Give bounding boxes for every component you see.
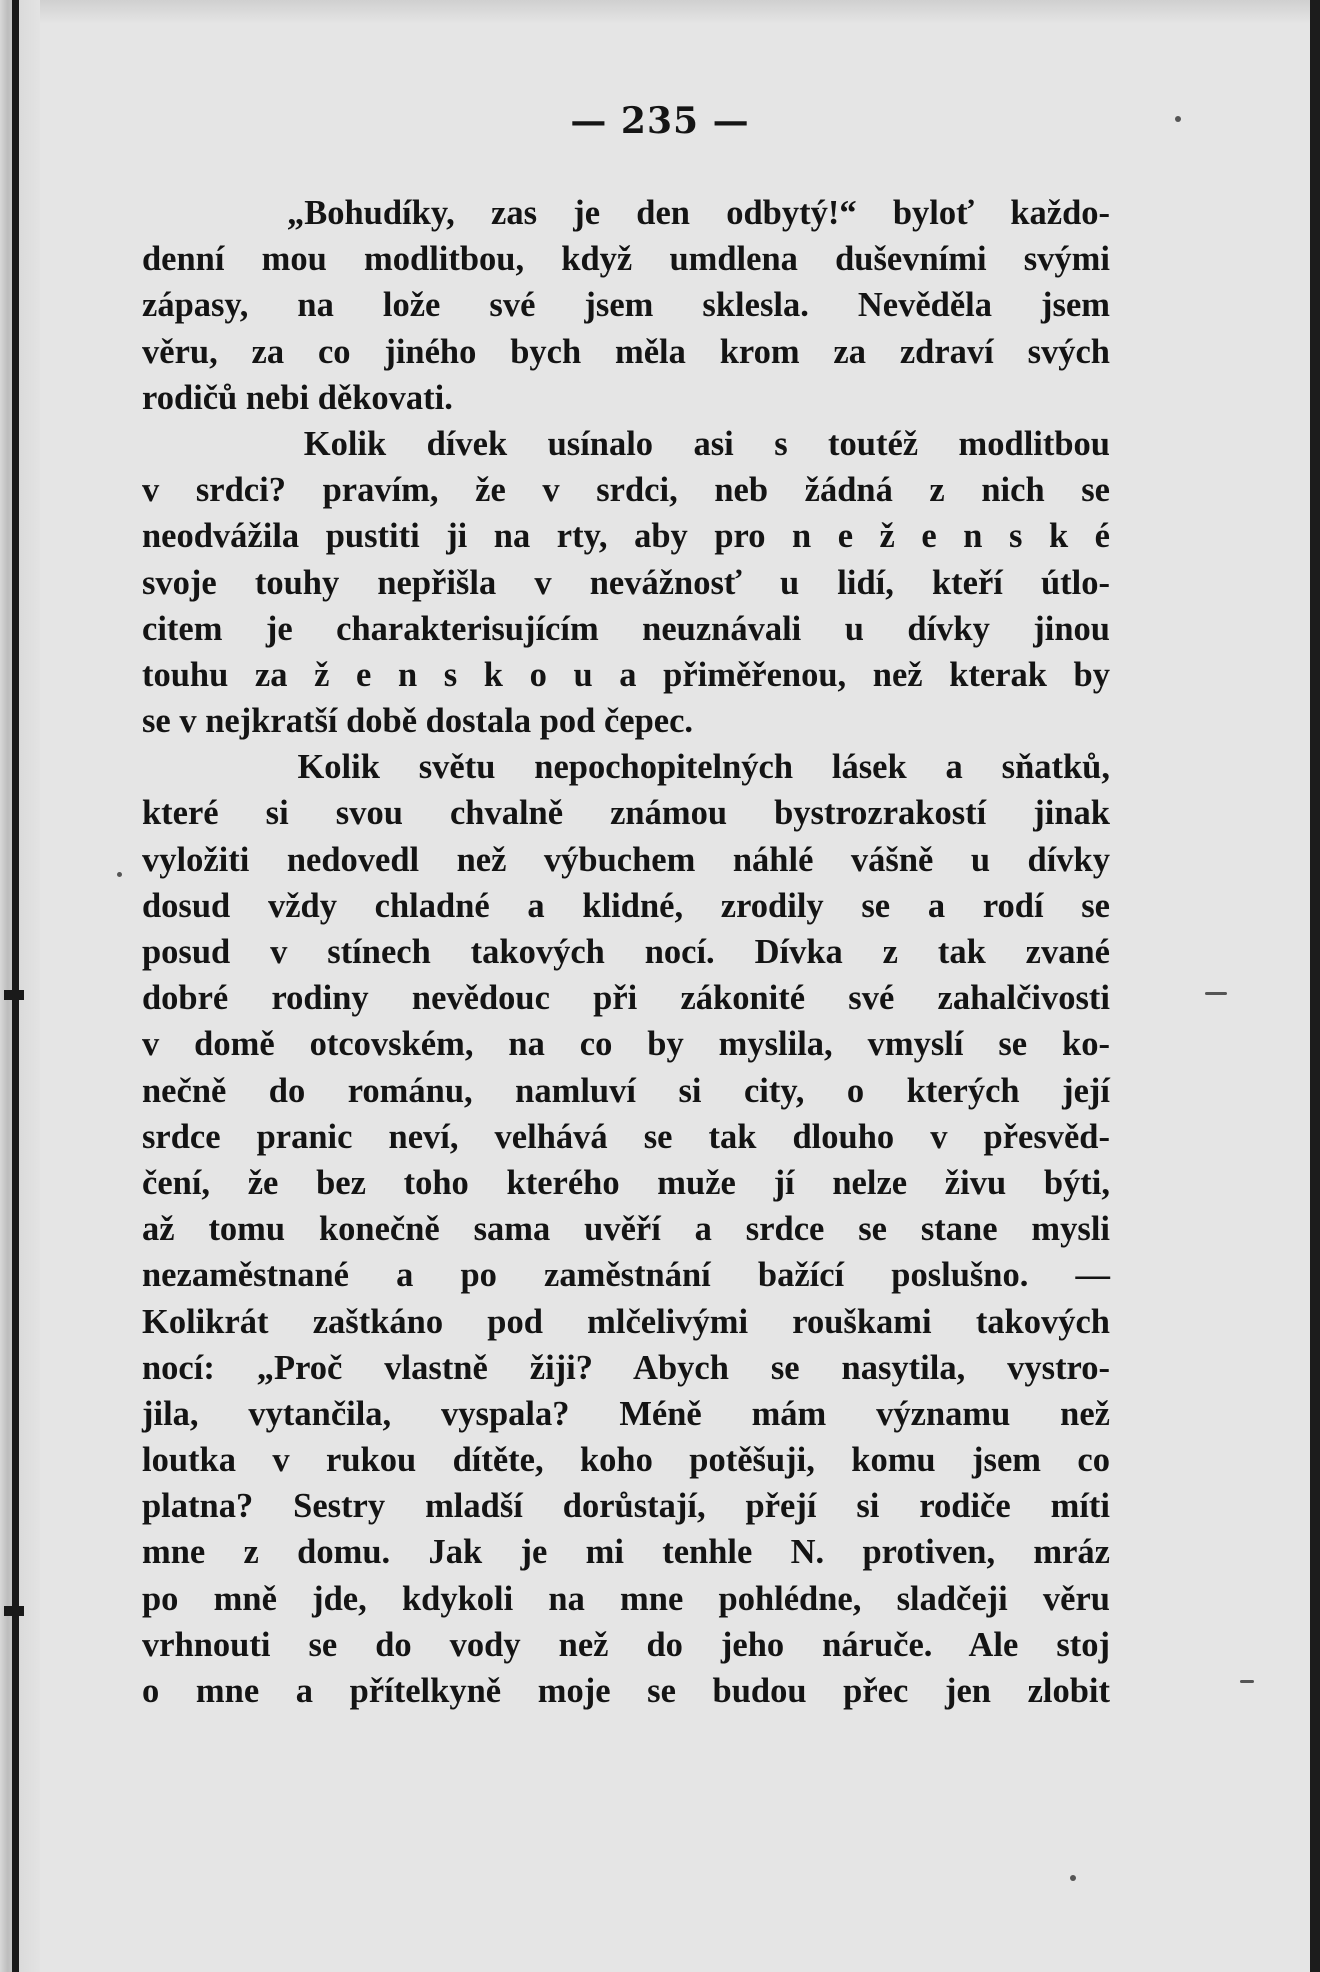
text-line: rodičů nebi děkovati.: [142, 378, 453, 417]
right-page-edge: [1310, 0, 1320, 1972]
text-line: se v nejkratší době dostala pod čepec.: [142, 702, 694, 741]
text-line: nečně do románu, namluví si city, o kterých její: [142, 1071, 1110, 1110]
text-line: čení, že bez toho kterého muže jí nelze živu býti,: [142, 1163, 1110, 1202]
text-line: posud v stínech takových nocí. Dívka z tak zvané: [142, 933, 1110, 971]
text-line: nezaměstnané a po zaměstnání bažící poslušno. —: [142, 1256, 1110, 1295]
text-line: srdce pranic neví, velhává se tak dlouho v přesvěd-: [142, 1117, 1110, 1156]
text-line: platna? Sestry mladší dorůstají, přejí si rodiče míti: [142, 1487, 1110, 1526]
ink-speck: [1205, 992, 1227, 995]
text-line: Kolik dívek usínalo asi s toutéž modlitbou: [142, 424, 1110, 463]
text-line: po mně jde, kdykoli na mne pohlédne, sladčeji věru: [142, 1579, 1110, 1618]
text-line: dobré rodiny nevědouc při zákonité své zahalčivosti: [142, 979, 1110, 1018]
ink-speck: [117, 872, 122, 877]
text-line: nocí: „Proč vlastně žiji? Abych se nasytila, vystro-: [142, 1348, 1110, 1387]
text-line: „Bohudíky, zas je den odbytý!“ byloť každo-: [142, 194, 1110, 232]
spine-line: [12, 0, 19, 1972]
page-number: — 235 —: [570, 100, 750, 142]
text-line: loutka v rukou dítěte, koho potěšuji, komu jsem co: [142, 1441, 1110, 1480]
text-line: v domě otcovském, na co by myslila, vmyslí se ko-: [142, 1025, 1110, 1064]
text-line: touhu za ž e n s k o u a přiměřenou, než kterak by: [142, 655, 1110, 694]
binding-edge: [0, 0, 40, 1972]
spine-notch: [4, 990, 24, 1000]
ink-speck: [1070, 1875, 1076, 1881]
top-shadow: [0, 0, 1320, 24]
text-line: věru, za co jiného bych měla krom za zdraví svých: [142, 332, 1110, 371]
text-line: denní mou modlitbou, když umdlena duševními svými: [142, 240, 1110, 279]
text-line: mne z domu. Jak je mi tenhle N. protiven, mráz: [142, 1533, 1110, 1572]
ink-speck: [1240, 1680, 1254, 1683]
text-line: v srdci? pravím, že v srdci, neb žádná z nich se: [142, 471, 1110, 510]
text-line: citem je charakterisujícím neuznávali u dívky jinou: [142, 609, 1110, 648]
body-text: [142, 190, 1110, 1714]
text-line: neodvážila pustiti ji na rty, aby pro n e ž e n s k é: [142, 517, 1110, 556]
spine-notch: [4, 1606, 24, 1616]
text-line: vrhnouti se do vody než do jeho náruče. Ale stoj: [142, 1625, 1110, 1664]
text-line: Kolikrát zaštkáno pod mlčelivými rouškami takových: [142, 1302, 1110, 1341]
text-line: o mne a přítelkyně moje se budou přec jen zlobit: [142, 1672, 1110, 1710]
text-line: Kolik světu nepochopitelných lásek a sňatků,: [142, 748, 1110, 787]
text-line: vyložiti nedovedl než výbuchem náhlé vášně u dívky: [142, 840, 1110, 879]
text-line: zápasy, na lože své jsem sklesla. Nevěděla jsem: [142, 286, 1110, 325]
text-line: které si svou chvalně známou bystrozrakostí jinak: [142, 794, 1110, 833]
text-line: svoje touhy nepřišla v nevážnosť u lidí, kteří útlo-: [142, 563, 1110, 602]
text-line: dosud vždy chladné a klidné, zrodily se a rodí se: [142, 886, 1110, 925]
text-line: až tomu konečně sama uvěří a srdce se stane mysli: [142, 1210, 1110, 1249]
text-line: jila, vytančila, vyspala? Méně mám významu než: [142, 1394, 1110, 1433]
